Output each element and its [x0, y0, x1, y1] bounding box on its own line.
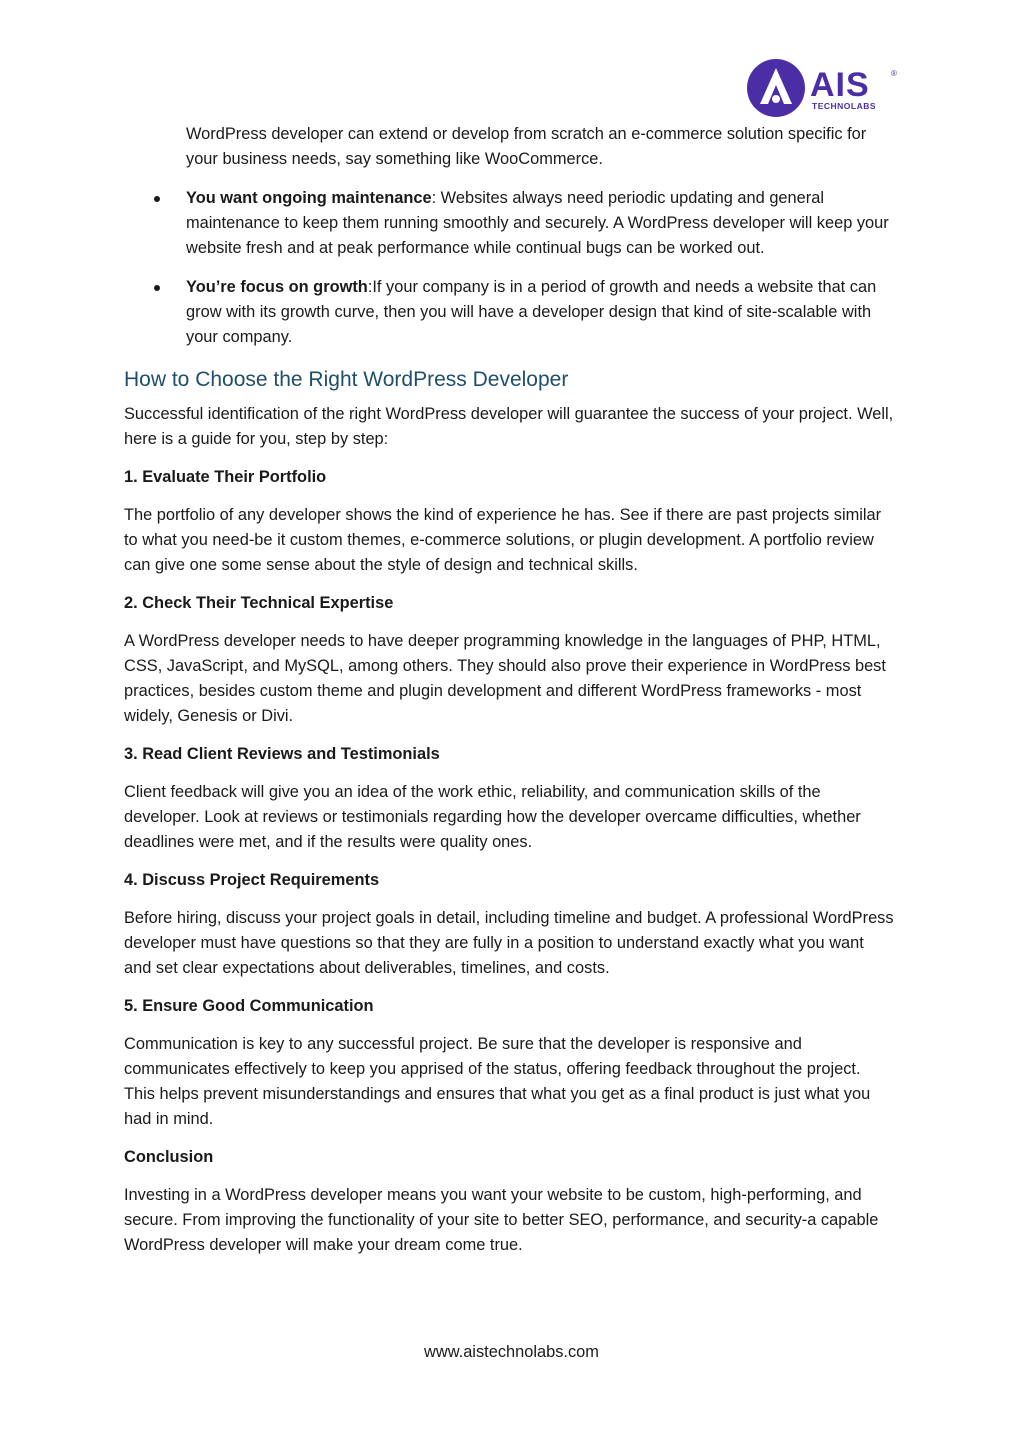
- bullet-text: : Websites always need periodic updating and general maintenance to keep them running smoothly and securely. A WordPress developer will keep your website fresh and at peak performance while continual bugs can be worked out.: [186, 189, 889, 257]
- ais-logo-icon: [746, 58, 906, 122]
- bullet-title: You’re focus on growth: [186, 278, 368, 296]
- reasons-bullet-list: [124, 186, 894, 350]
- bullet-title: You want ongoing maintenance: [186, 189, 432, 207]
- company-logo: [746, 58, 906, 122]
- bullet-dot-icon: [154, 196, 160, 202]
- step-heading-portfolio: 1. Evaluate Their Portfolio: [124, 468, 327, 486]
- conclusion-paragraph: Investing in a WordPress developer means you want your website to be custom, high-performing, and secure. From improving the functionality of your site to better SEO, performance, and security-a capable WordPress developer will make your dream come true.: [124, 1186, 879, 1254]
- step-heading-technical-expertise: 2. Check Their Technical Expertise: [124, 594, 394, 612]
- logo-brand-text: AIS: [810, 66, 870, 104]
- logo-registered-mark: ®: [891, 69, 897, 78]
- intro-continuation-paragraph: WordPress developer can extend or develop from scratch an e-commerce solution specific for your business needs, say something like WooCommerce.: [186, 125, 867, 168]
- step-paragraph-client-reviews: Client feedback will give you an idea of the work ethic, reliability, and communication skills of the developer. Look at reviews or testimonials regarding how the developer overcame difficulties, whether deadlines were met, and if the results were quality ones.: [124, 783, 861, 851]
- logo-tagline-text: TECHNOLABS: [812, 101, 877, 111]
- step-paragraph-portfolio: The portfolio of any developer shows the kind of experience he has. See if there are past projects similar to what you need-be it custom themes, e-commerce solutions, or plugin development. A portfolio review can give one some sense about the style of design and technical skills.: [124, 506, 882, 574]
- step-paragraph-technical-expertise: A WordPress developer needs to have deeper programming knowledge in the languages of PHP, HTML, CSS, JavaScript, and MySQL, among others. They should also prove their experience in WordPress best practices, besides custom theme and plugin development and different WordPress frameworks - most widely, Genesis or Divi.: [124, 632, 886, 725]
- step-heading-communication: 5. Ensure Good Communication: [124, 997, 374, 1015]
- step-paragraph-project-requirements: Before hiring, discuss your project goals in detail, including timeline and budget. A professional WordPress developer must have questions so that they are fully in a position to understand exactly what you want and set clear expectations about deliverables, timelines, and costs.: [124, 909, 894, 977]
- bullet-dot-icon: [154, 285, 160, 291]
- conclusion-heading: Conclusion: [124, 1148, 214, 1166]
- section-intro-paragraph: Successful identification of the right WordPress developer will guarantee the success of your project. Well, here is a guide for you, step by step:: [124, 405, 894, 448]
- footer-website-url: www.aistechnolabs.com: [424, 1343, 599, 1361]
- document-body: [124, 122, 894, 1271]
- step-heading-client-reviews: 3. Read Client Reviews and Testimonials: [124, 745, 440, 763]
- bullet-item-maintenance: [124, 186, 894, 261]
- section-heading: How to Choose the Right WordPress Developer: [124, 368, 569, 391]
- bullet-text: :If your company is in a period of growth and needs a website that can grow with its growth curve, then you will have a developer design that kind of site-scalable with your company.: [186, 278, 877, 346]
- bullet-item-growth: [124, 275, 894, 350]
- step-heading-project-requirements: 4. Discuss Project Requirements: [124, 871, 380, 889]
- step-paragraph-communication: Communication is key to any successful project. Be sure that the developer is responsive and communicates effectively to keep you apprised of the status, offering feedback throughout the project. This helps prevent misunderstandings and ensures that what you get as a final product is just what you had in mind.: [124, 1035, 871, 1128]
